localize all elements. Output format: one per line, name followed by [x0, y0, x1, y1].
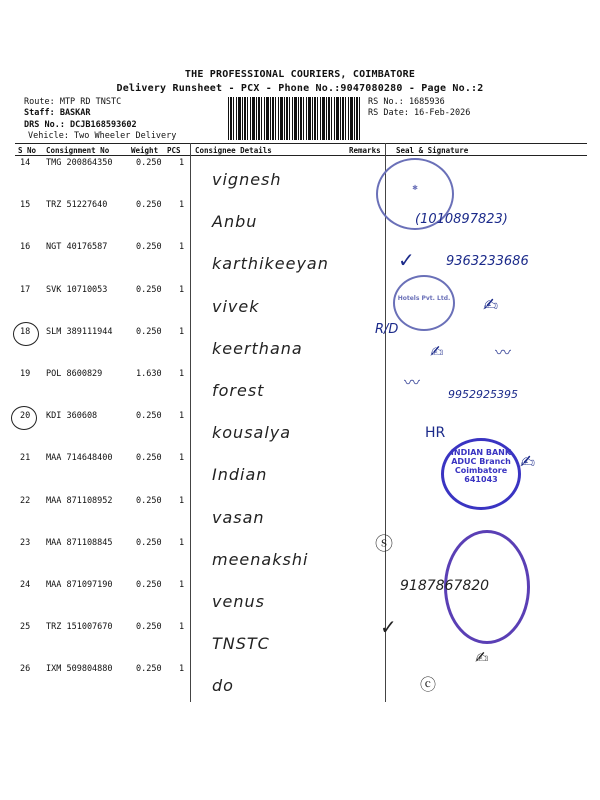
row-consignee-name: TNSTC: [212, 634, 270, 653]
row-consignment-no: MAA 871097190: [46, 580, 113, 590]
row-sno: 22: [20, 496, 31, 506]
row-sno: 26: [20, 664, 31, 674]
row-pcs: 1: [179, 538, 185, 548]
col-consignee: Consignee Details: [195, 146, 272, 155]
phone-row-15: (1010897823): [415, 212, 508, 227]
rs-number: RS No.: 1685936: [368, 97, 445, 107]
row-sno: 24: [20, 580, 31, 590]
bank-stamp-line1: INDIAN BANK: [450, 448, 512, 457]
row-pcs: 1: [179, 453, 185, 463]
signature-mark-21: ✍: [520, 452, 536, 473]
row-pcs: 1: [179, 411, 185, 421]
col-remarks: Remarks: [349, 146, 381, 155]
row-pcs: 1: [179, 158, 185, 168]
row-consignment-no: MAA 714648400: [46, 453, 113, 463]
remark-row-20: HR: [425, 425, 446, 441]
col-consignment: Consignment No: [46, 146, 110, 155]
row-consignee-name: Indian: [212, 465, 268, 484]
row-consignment-no: SLM 389111944: [46, 327, 113, 337]
row-consignment-no: POL 8600829: [46, 369, 103, 379]
drs-info: DRS No.: DCJB168593602: [24, 120, 137, 130]
company-title: THE PROFESSIONAL COURIERS, COIMBATORE: [184, 69, 416, 80]
row-consignee-name: meenakshi: [212, 550, 309, 569]
signature-mark-16: ✓: [398, 248, 415, 272]
row-pcs: 1: [179, 285, 185, 295]
col-pcs: PCS: [167, 146, 181, 155]
col-weight: Weight: [131, 146, 159, 155]
row-consignee-name: vivek: [212, 297, 260, 316]
row-weight: 0.250: [136, 200, 162, 210]
signature-mark-18b: 〰: [495, 343, 512, 362]
row-sno: 18: [20, 327, 31, 337]
hotel-stamp-text: Hotels Pvt. Ltd.: [397, 295, 451, 302]
row-consignee-name: venus: [212, 592, 265, 611]
row-weight: 0.250: [136, 327, 162, 337]
row-pcs: 1: [179, 327, 185, 337]
signature-mark-26b: ✍: [475, 648, 489, 667]
rs-date: RS Date: 16-Feb-2026: [368, 108, 471, 118]
row-sno: 21: [20, 453, 31, 463]
row-pcs: 1: [179, 242, 185, 252]
row-weight: 0.250: [136, 158, 162, 168]
row-weight: 0.250: [136, 496, 162, 506]
circle-mark-20: [11, 406, 37, 430]
row-weight: 0.250: [136, 453, 162, 463]
remark-row-18: R/D: [375, 322, 399, 337]
row-consignee-name: vasan: [212, 508, 265, 527]
row-pcs: 1: [179, 664, 185, 674]
row-consignment-no: TRZ 51227640: [46, 200, 108, 210]
circle-mark-18: [13, 322, 39, 346]
phone-row-24: 9187867820: [400, 578, 490, 594]
row-pcs: 1: [179, 622, 185, 632]
col-sno: S No: [18, 146, 37, 155]
row-weight: 0.250: [136, 411, 162, 421]
row-weight: 0.250: [136, 538, 162, 548]
row-consignment-no: SVK 10710053: [46, 285, 108, 295]
bank-stamp-line4: 641043: [464, 475, 498, 484]
bank-stamp-line3: Coimbatore: [454, 466, 508, 475]
row-weight: 0.250: [136, 622, 162, 632]
row-sno: 20: [20, 411, 31, 421]
row-pcs: 1: [179, 496, 185, 506]
row-weight: 0.250: [136, 580, 162, 590]
row-consignee-name: karthikeeyan: [212, 254, 329, 273]
row-consignment-no: MAA 871108952: [46, 496, 113, 506]
row-sno: 25: [20, 622, 31, 632]
hotel-seal-stamp: [393, 275, 455, 331]
signature-mark-25: ✓: [380, 615, 397, 639]
row-pcs: 1: [179, 580, 185, 590]
runsheet-subtitle: Delivery Runsheet - PCX - Phone No.:9047080280 - Page No.:2: [116, 83, 484, 94]
row-consignee-name: kousalya: [212, 423, 292, 442]
bank-seal-stamp: [441, 438, 521, 510]
circular-seal-stamp: ✱: [376, 158, 454, 230]
row-weight: 0.250: [136, 664, 162, 674]
row-sno: 23: [20, 538, 31, 548]
staff-info: Staff: BASKAR: [24, 108, 91, 118]
table-top-rule: [15, 143, 587, 144]
row-weight: 0.250: [136, 285, 162, 295]
row-sno: 16: [20, 242, 31, 252]
barcode: [228, 97, 362, 140]
signature-mark-18: ✍: [430, 342, 444, 361]
route-info: Route: MTP RD TNSTC: [24, 97, 122, 107]
row-consignee-name: do: [212, 676, 234, 695]
col-seal: Seal & Signature: [396, 146, 469, 155]
signature-mark-17: ✍: [483, 295, 499, 316]
row-consignee-name: keerthana: [212, 339, 303, 358]
row-consignee-name: vignesh: [212, 170, 282, 189]
phone-row-16: 9363233686: [446, 254, 529, 269]
row-sno: 17: [20, 285, 31, 295]
row-consignment-no: IXM 509804880: [46, 664, 113, 674]
row-sno: 15: [20, 200, 31, 210]
row-consignee-name: Anbu: [212, 212, 258, 231]
signature-mark-19: 〰: [404, 373, 421, 392]
row-pcs: 1: [179, 200, 185, 210]
row-consignment-no: KDI 360608: [46, 411, 98, 421]
vehicle-info: Vehicle: Two Wheeler Delivery: [28, 131, 177, 141]
row-consignment-no: NGT 40176587: [46, 242, 108, 252]
row-consignee-name: forest: [212, 381, 265, 400]
signature-mark-23: ⓢ: [375, 534, 393, 555]
bank-stamp-line2: ADUC Branch: [451, 457, 511, 466]
row-weight: 1.630: [136, 369, 162, 379]
row-weight: 0.250: [136, 242, 162, 252]
row-pcs: 1: [179, 369, 185, 379]
consignee-divider: [190, 143, 191, 702]
phone-row-19: 9952925395: [448, 388, 518, 401]
row-consignment-no: TMG 200864350: [46, 158, 113, 168]
row-sno: 14: [20, 158, 31, 168]
table-header-rule: [15, 155, 587, 156]
row-sno: 19: [20, 369, 31, 379]
signature-mark-26: ⓒ: [420, 675, 437, 694]
row-consignment-no: TRZ 151007670: [46, 622, 113, 632]
row-consignment-no: MAA 871108845: [46, 538, 113, 548]
